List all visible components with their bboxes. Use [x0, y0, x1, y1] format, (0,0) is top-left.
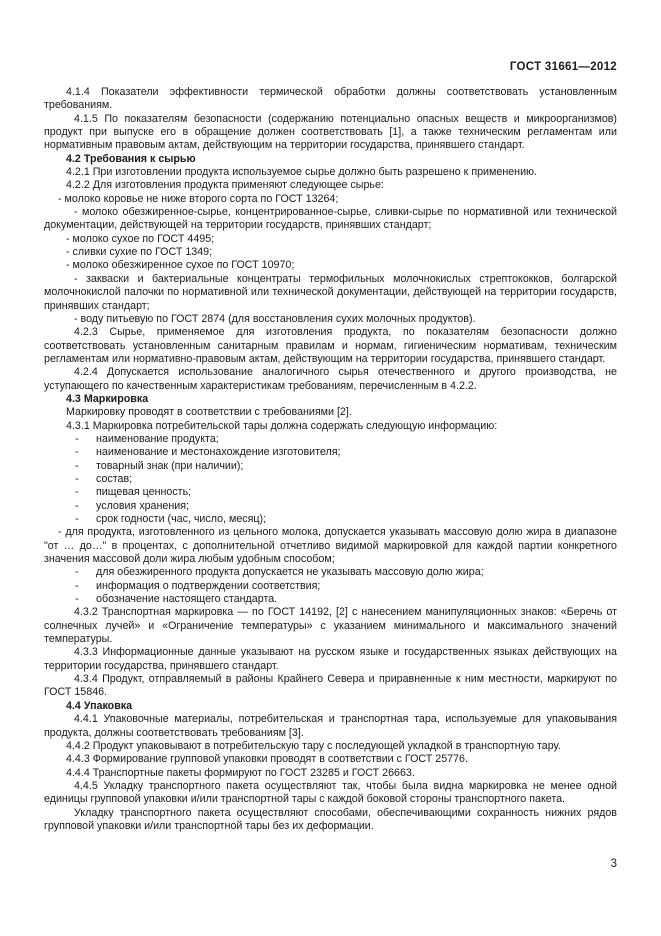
heading-4-3: 4.3 Маркировка	[66, 392, 149, 405]
dash-bullet: -	[75, 472, 79, 485]
paragraph-4-4-1: 4.4.1 Упаковочные материалы, потребительская и транспортная тара, используемые для упаковывания продукта, должны соответствовать требованиям [3].	[44, 713, 617, 739]
marking-item-label: состав;	[96, 472, 133, 485]
raw-material-item-1: - молоко коровье не ниже второго сорта по ГОСТ 13264;	[58, 192, 339, 205]
marking-item-label: срок годности (час, число, месяц);	[96, 513, 267, 525]
raw-material-item-6: - закваски и бактериальные концентраты термофильных молочнокислых стрептококков, болгарской молочнокислой палочки по нормативной или технической документации, действующей на территории государств, принявших стандарт;	[44, 272, 617, 312]
paragraph-4-4-4: 4.4.4 Транспортные пакеты формируют по ГОСТ 23285 и ГОСТ 26663.	[66, 766, 415, 779]
dash-bullet: -	[75, 499, 79, 512]
raw-material-item-5: - молоко обезжиренное сухое по ГОСТ 10970;	[66, 259, 295, 272]
dash-bullet: -	[75, 579, 79, 592]
marking-item-label: обозначение настоящего стандарта.	[96, 593, 278, 606]
dash-bullet: -	[75, 593, 79, 606]
marking-list-item	[44, 460, 617, 473]
paragraph-4-3-1: 4.3.1 Маркировка потребительской тары должна содержать следующую информацию:	[66, 419, 498, 432]
page-number: 3	[610, 858, 617, 870]
marking-list-item	[44, 566, 617, 579]
marking-list-item	[44, 446, 617, 459]
marking-list-item	[44, 486, 617, 499]
raw-material-item-3: - молоко сухое по ГОСТ 4495;	[66, 232, 215, 245]
marking-item-label: условия хранения;	[96, 499, 189, 512]
paragraph-4-1-5: 4.1.5 По показателям безопасности (содержанию потенциально опасных веществ и микроорганизмов) продукт при выпуске его в обращение должен соответствовать [1], а также техническим регламентам или нормативным правовым актам, действующим на территории государства, принявшего стандарт.	[44, 112, 617, 152]
marking-list-item	[44, 433, 617, 446]
dash-bullet: -	[75, 432, 79, 445]
dash-bullet: -	[75, 459, 79, 472]
marking-item-label: информация о подтверждении соответствия;	[96, 579, 321, 592]
paragraph-4-1-4: 4.1.4 Показатели эффективности термической обработки должны соответствовать установленным требованиям.	[44, 86, 617, 112]
marking-item-label: наименование продукта;	[96, 432, 219, 445]
dash-bullet: -	[75, 566, 79, 579]
dash-bullet: -	[75, 446, 79, 459]
heading-4-4: 4.4 Упаковка	[66, 699, 133, 712]
paragraph-4-4-3: 4.4.3 Формирование групповой упаковки проводят в соответствии с ГОСТ 25776.	[66, 753, 468, 766]
paragraph-4-3-2: 4.3.2 Транспортная маркировка — по ГОСТ 14192, [2] с нанесением манипуляционных знаков: «Беречь от солнечных лучей» и «Ограничение температуры» с указанием минимального и максимального значений температуры.	[44, 606, 617, 646]
marking-item-label: для обезжиренного продукта допускается не указывать массовую долю жира;	[96, 566, 484, 579]
dash-bullet: -	[75, 486, 79, 499]
marking-list-item	[44, 513, 617, 526]
paragraph-4-4-5b: Укладку транспортного пакета осуществляют способами, обеспечивающими сохранность нижних рядов групповой упаковки и/или транспортной тары без их деформации.	[44, 806, 617, 832]
paragraph-4-3-intro: Маркировку проводят в соответствии с требованиями [2].	[66, 406, 352, 419]
marking-item-label: пищевая ценность;	[96, 486, 192, 499]
heading-4-2: 4.2 Требования к сырью	[66, 152, 196, 165]
paragraph-4-4-2: 4.4.2 Продукт упаковывают в потребительскую тару с последующей укладкой в транспортную тару.	[66, 739, 561, 752]
paragraph-4-2-2: 4.2.2 Для изготовления продукта применяют следующее сырье:	[66, 179, 384, 192]
paragraph-4-3-4: 4.3.4 Продукт, отправляемый в районы Крайнего Севера и приравненные к ним местности, маркируют по ГОСТ 15846.	[44, 673, 617, 699]
paragraph-4-3-3: 4.3.3 Информационные данные указывают на русском языке и государственных языках действующих на территории государства, принявшего стандарт.	[44, 646, 617, 672]
raw-material-item-7: - воду питьевую по ГОСТ 2874 (для восстановления сухих молочных продуктов).	[74, 312, 476, 325]
marking-item-label: товарный знак (при наличии);	[96, 459, 244, 472]
paragraph-4-2-3: 4.2.3 Сырье, применяемое для изготовления продукта, по показателям безопасности должно соответствовать установленным санитарным правилам и нормам, гигиеническим нормативам, техническим регламентам или нормативно-правовым актам, действующим на территории государства, принявшего стандарт.	[44, 326, 617, 365]
document-body	[44, 86, 617, 833]
dash-bullet: -	[75, 513, 79, 525]
marking-item-label: наименование и местонахождение изготовителя;	[96, 446, 341, 459]
marking-list-item	[44, 473, 617, 486]
raw-material-item-4: - сливки сухие по ГОСТ 1349;	[66, 246, 213, 259]
marking-list-item	[44, 593, 617, 606]
paragraph-4-2-1: 4.2.1 При изготовлении продукта используемое сырье должно быть разрешено к применению.	[66, 166, 538, 179]
raw-material-item-2: - молоко обезжиренное-сырье, концентрированное-сырье, сливки-сырье по нормативной или технической документации, действующей на территории государств, принявших стандарт;	[44, 206, 617, 232]
page-header: ГОСТ 31661—2012	[509, 61, 617, 73]
paragraph-4-4-5: 4.4.5 Укладку транспортного пакета осуществляют так, чтобы была видна маркировка не менее одной единицы групповой упаковки и/или транспортной тары с каждой боковой стороны транспортного пакета.	[44, 779, 617, 806]
marking-list-item	[44, 580, 617, 593]
paragraph-fat-range: - для продукта, изготовленного из цельного молока, допускается указывать массовую долю жира в диапазоне "от … до…" в процентах, с дополнительной отчетливо видимой маркировкой для каждой партии конкретного значения массовой доли жира любым удобным способом;	[44, 526, 617, 566]
marking-list-item	[44, 500, 617, 513]
paragraph-4-2-4: 4.2.4 Допускается использование аналогичного сырья отечественного и другого производства, не уступающего по качественным характеристикам требованиям, перечисленным в 4.2.2.	[44, 366, 617, 392]
